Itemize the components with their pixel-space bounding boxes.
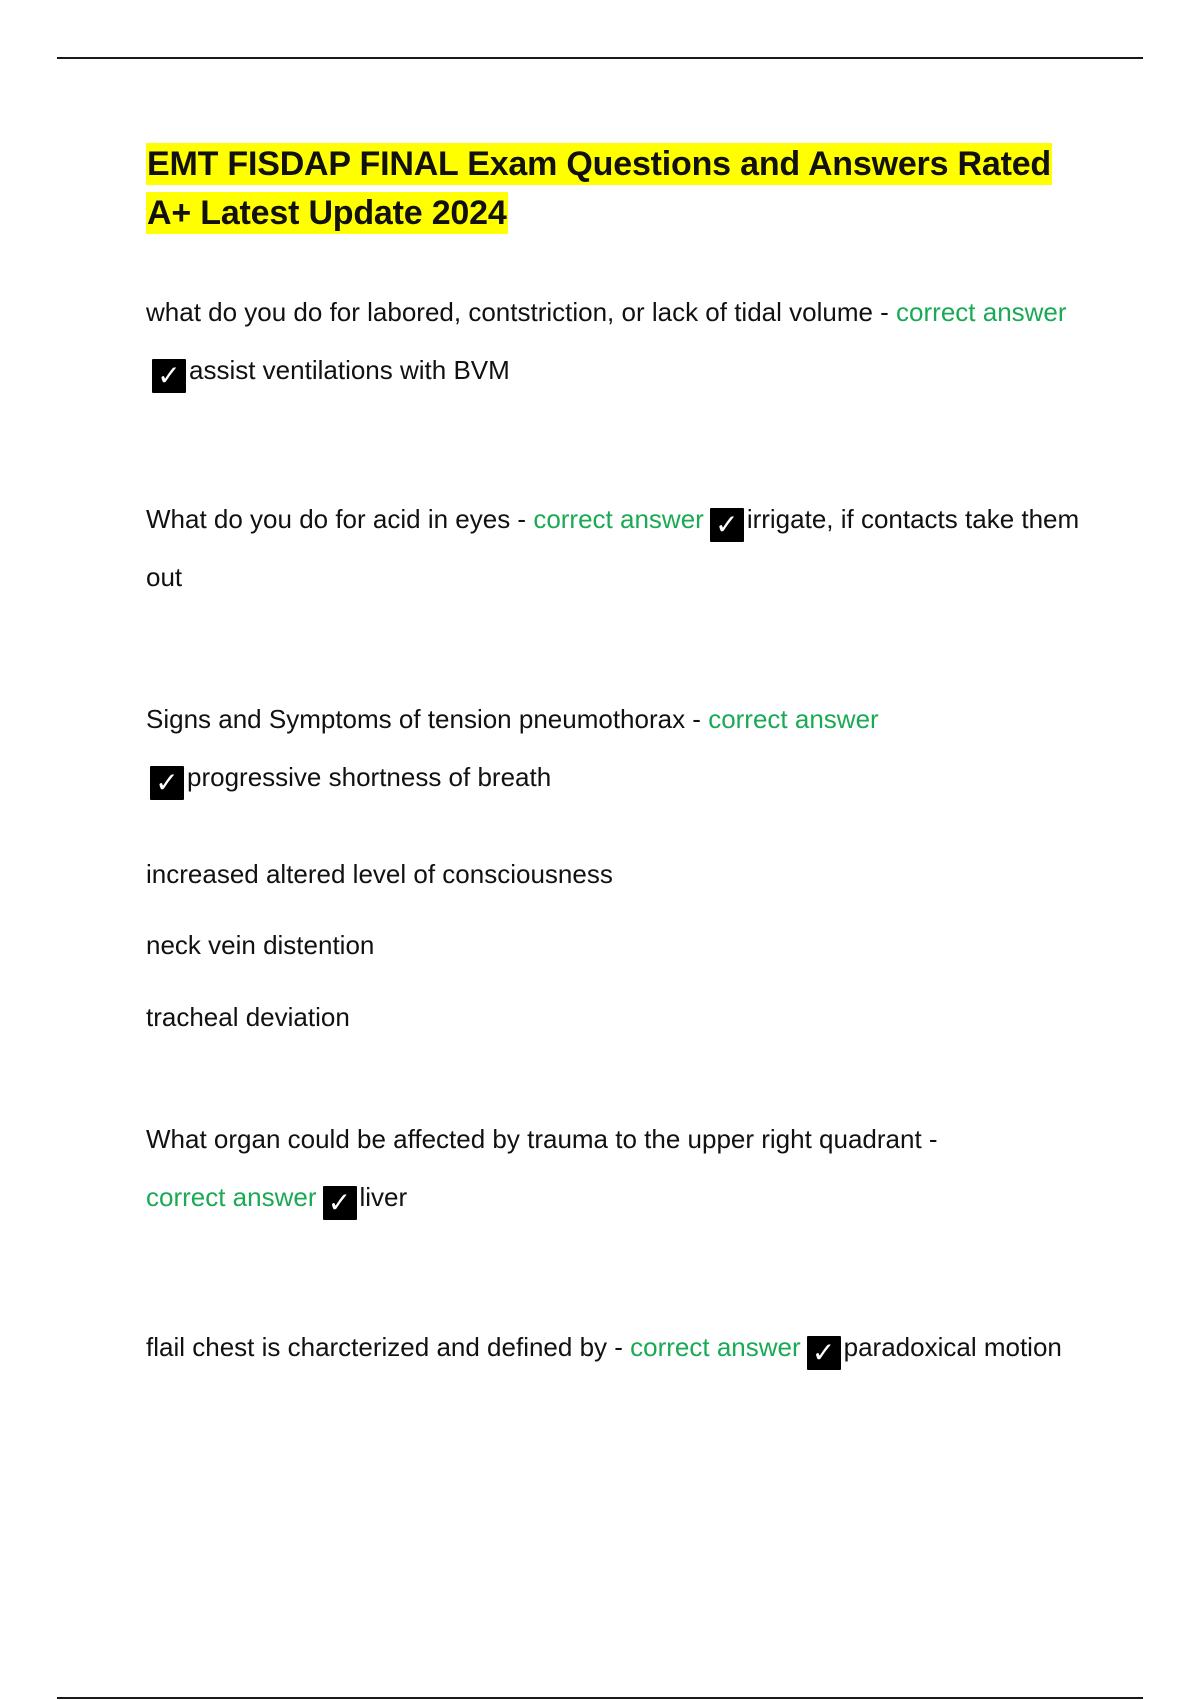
check-mark-icon: ✓: [807, 1336, 841, 1370]
symptom-line: increased altered level of consciousness: [146, 859, 613, 889]
answer-label: correct answer: [708, 704, 879, 734]
symptom-line: neck vein distention: [146, 930, 375, 960]
answer-label: correct answer: [630, 1332, 801, 1362]
answer-text: paradoxical motion: [843, 1332, 1062, 1362]
question-text: What do you do for acid in eyes -: [146, 504, 534, 534]
qa-item-2: [146, 490, 1081, 606]
check-mark-icon: ✓: [710, 508, 744, 542]
qa-item-5: [146, 1318, 1081, 1376]
qa-item-1: [146, 283, 1081, 399]
question-text: what do you do for labored, contstriction, or lack of tidal volume -: [146, 297, 897, 327]
check-mark-icon: ✓: [152, 359, 186, 393]
qa-item-3: [146, 690, 1081, 806]
question-text: Signs and Symptoms of tension pneumothorax -: [146, 704, 709, 734]
document-body: [146, 140, 1081, 1369]
answer-label: correct answer: [533, 504, 704, 534]
title-highlight: EMT FISDAP FINAL Exam Questions and Answers Rated A+ Latest Update 2024: [147, 145, 1051, 232]
check-mark-icon: ✓: [323, 1186, 357, 1220]
qa-item-4: [146, 1110, 1081, 1226]
answer-label: correct answer: [146, 1182, 317, 1212]
symptom-line: tracheal deviation: [146, 1002, 350, 1032]
question-text: What organ could be affected by trauma to the upper right quadrant -: [146, 1124, 938, 1154]
document-title: [146, 140, 1081, 238]
question-text: flail chest is charcterized and defined by -: [146, 1332, 631, 1362]
answer-text: liver: [359, 1182, 408, 1212]
bottom-rule: [57, 1697, 1143, 1699]
top-rule: [57, 57, 1143, 59]
answer-text: assist ventilations with BVM: [189, 355, 510, 385]
answer-text: irrigate, if contacts take them out: [146, 504, 1080, 592]
answer-label: correct answer: [896, 297, 1067, 327]
answer-text: progressive shortness of breath: [187, 762, 552, 792]
check-mark-icon: ✓: [150, 766, 184, 800]
